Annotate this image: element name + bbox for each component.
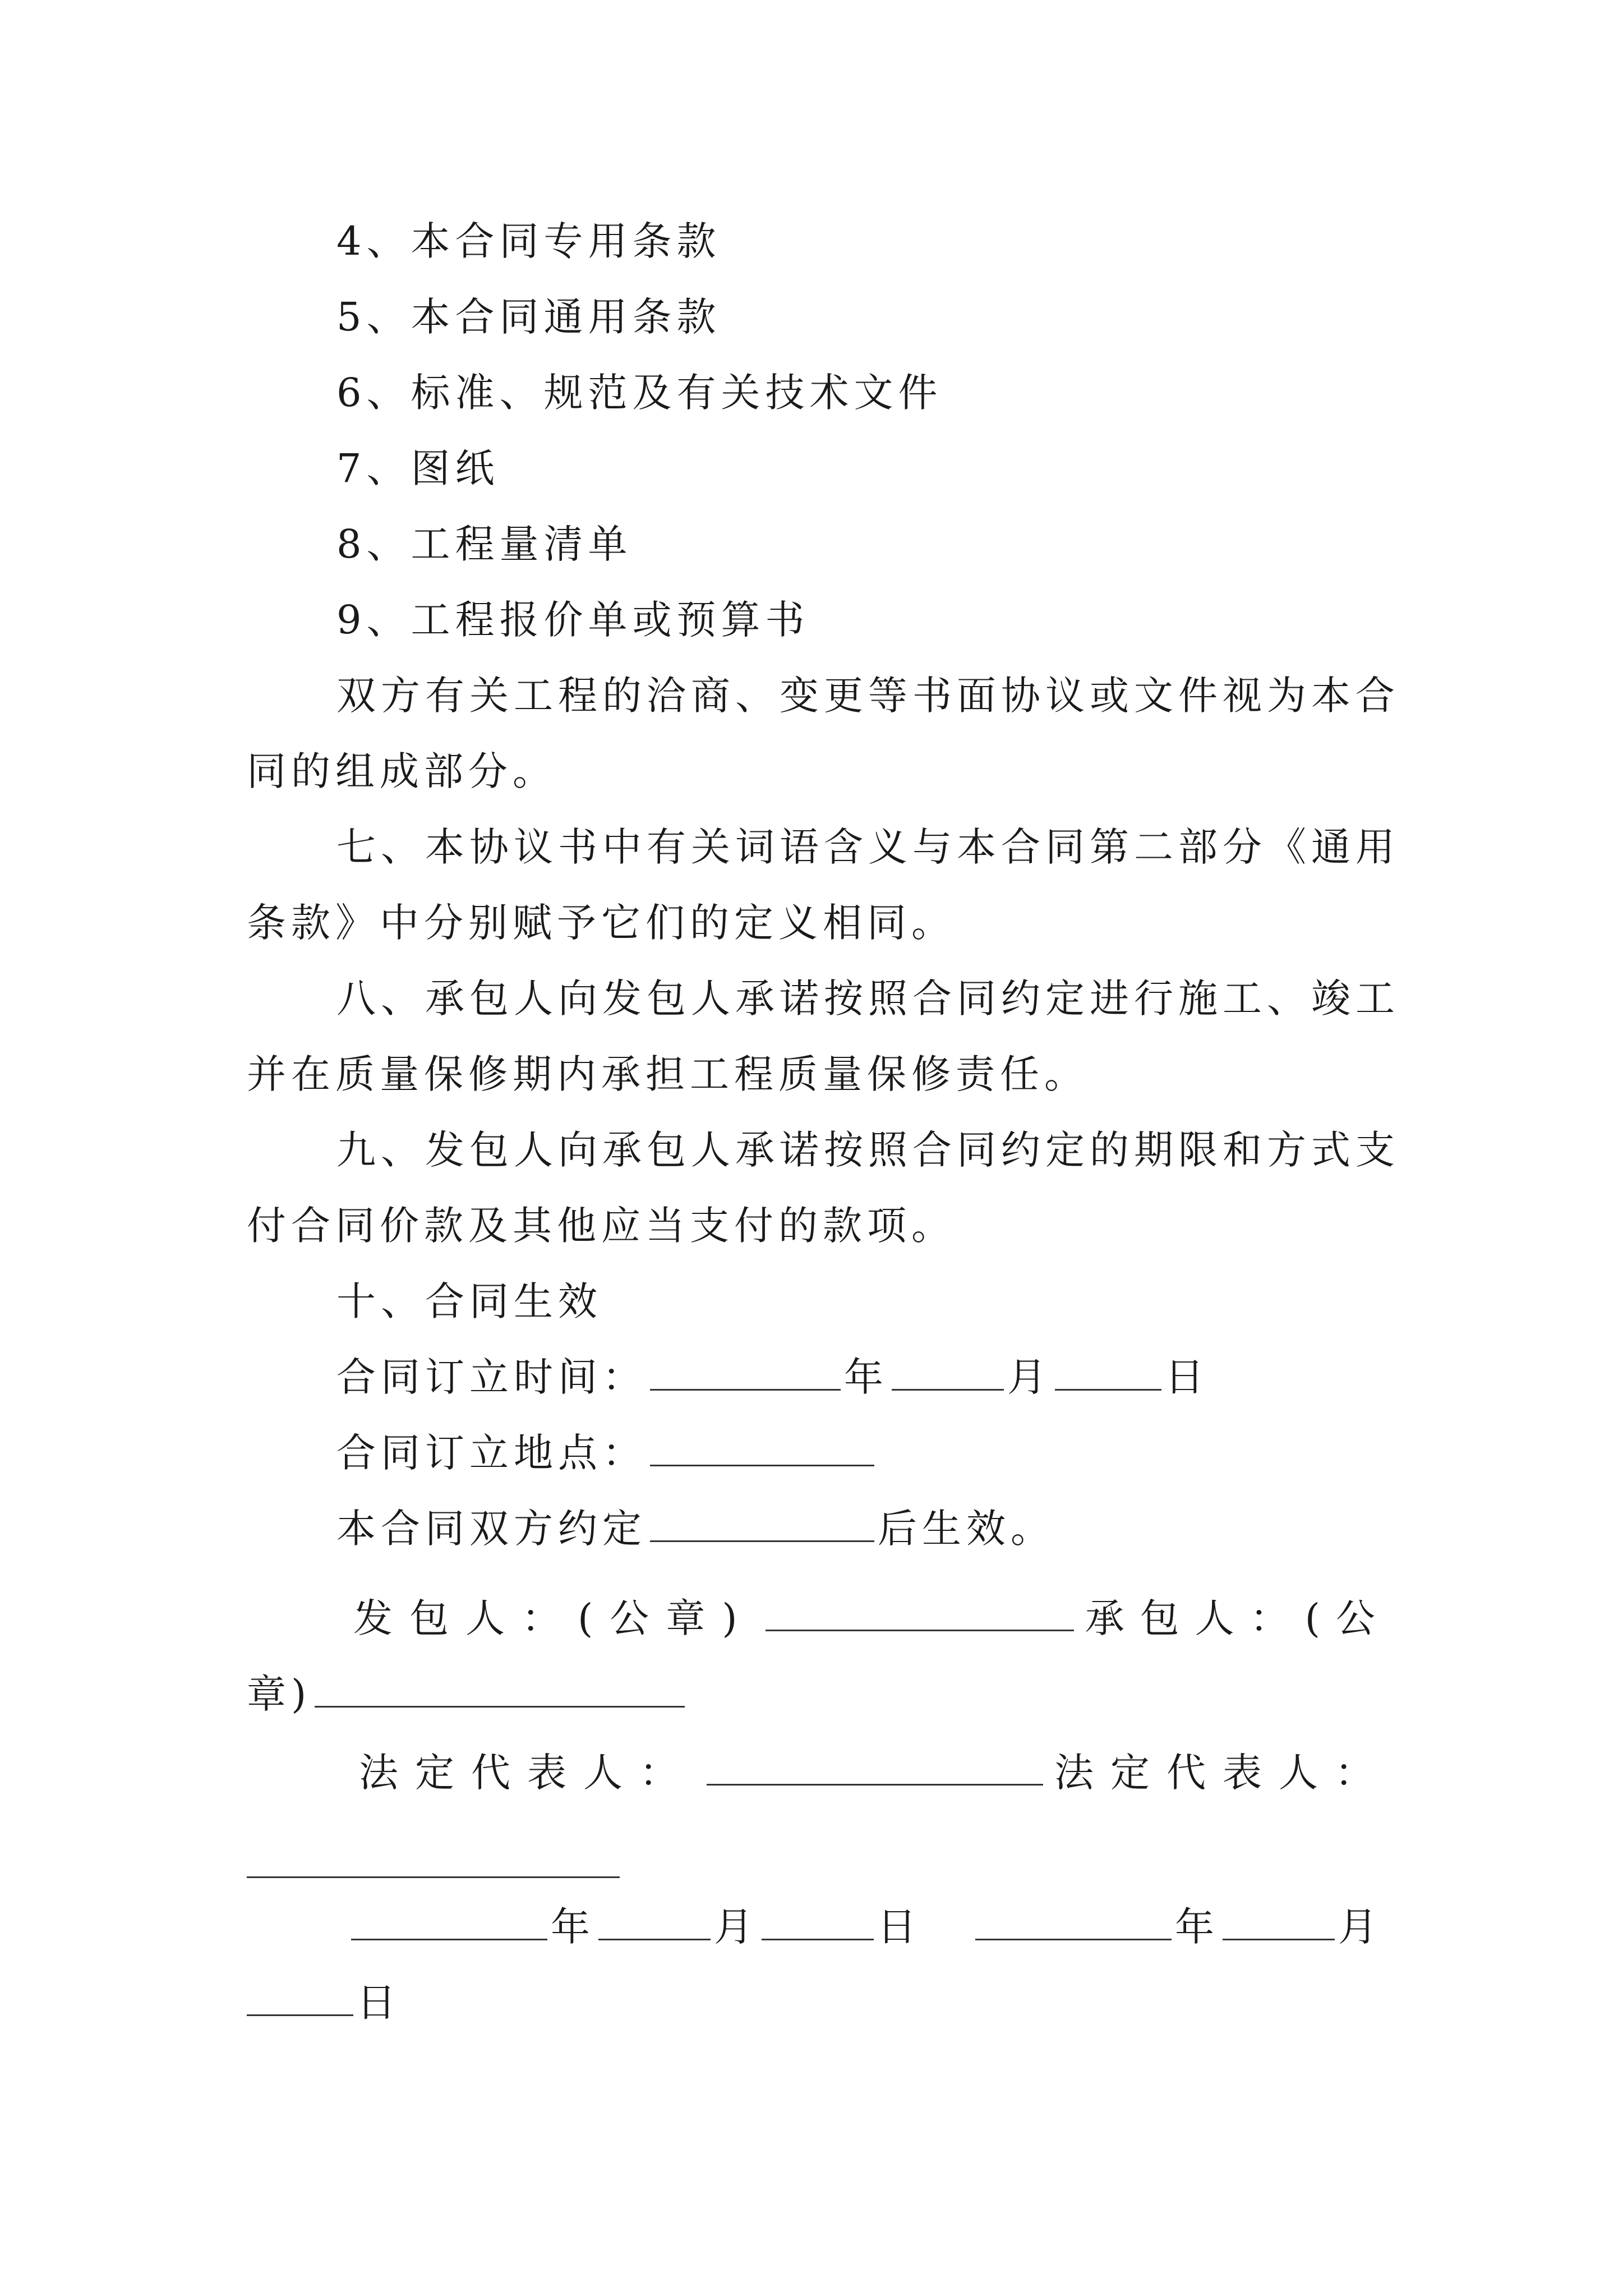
month-label: 月 [1338,1904,1382,1950]
legal-rep-label: 法定代表人： [359,1750,695,1796]
seal-line-cont [247,1666,1391,1722]
sign-place-label: 合同订立地点： [336,1430,647,1476]
list-item: 7、图纸 [336,445,500,491]
date-line-cont [247,1975,1391,2031]
seal-line [353,1590,1391,1646]
paragraph-line: 同的组成部分。 [247,748,557,794]
legal-rep-line [359,1745,1391,1801]
list-item: 5、本合同通用条款 [336,294,721,340]
employer-seal-blank[interactable] [766,1590,1074,1631]
month-label: 月 [1007,1354,1052,1400]
sign-place-line [336,1425,1391,1481]
place-blank[interactable] [650,1425,874,1466]
clause-9-line: 付合同价款及其他应当支付的款项。 [247,1203,956,1249]
list-item: 6、标准、规范及有关技术文件 [336,370,943,416]
month-blank[interactable] [892,1350,1004,1391]
clause-7-line: 七、本协议书中有关词语含义与本合同第二部分《通用 [336,824,1400,870]
employer-year-blank[interactable] [351,1899,547,1940]
employer-label: 发包人：(公章) [353,1595,754,1641]
year-label: 年 [1175,1904,1219,1950]
clause-7-line: 条款》中分别赋予它们的定义相同。 [247,900,956,946]
employer-rep-blank[interactable] [707,1745,1043,1786]
list-item: 8、工程量清单 [336,521,633,567]
sign-time-line [336,1349,1391,1405]
month-label: 月 [714,1904,758,1950]
contractor-year-blank[interactable] [975,1899,1172,1940]
contractor-month-blank[interactable] [1223,1899,1335,1940]
clause-8-line: 并在质量保修期内承担工程质量保修责任。 [247,1051,1089,1097]
employer-month-blank[interactable] [598,1899,711,1940]
year-label: 年 [844,1354,888,1400]
list-item: 9、工程报价单或预算书 [336,597,810,643]
clause-8-line: 八、承包人向发包人承诺按照合同约定进行施工、竣工 [336,976,1400,1022]
clause-10-heading: 十、合同生效 [336,1278,602,1324]
effect-prefix: 本合同双方约定 [336,1506,647,1552]
year-label: 年 [551,1904,595,1950]
sign-time-label: 合同订立时间： [336,1354,647,1400]
contractor-label: 承包人：(公 [1085,1595,1391,1641]
day-label: 日 [357,1980,401,2026]
day-label: 日 [877,1904,921,1950]
clause-9-line: 九、发包人向承包人承诺按照合同约定的期限和方式支 [336,1127,1400,1173]
paragraph-line: 双方有关工程的洽商、变更等书面协议或文件视为本合 [336,673,1400,719]
contractor-label-cont: 章) [247,1671,312,1717]
list-item: 4、本合同专用条款 [336,218,721,264]
effect-line [336,1501,1391,1557]
contractor-rep-blank[interactable] [247,1876,620,1878]
day-label: 日 [1165,1354,1209,1400]
contractor-seal-blank[interactable] [315,1667,685,1708]
contractor-day-blank[interactable] [247,1975,353,2016]
effect-blank[interactable] [650,1501,874,1542]
legal-rep-label-2: 法定代表人： [1054,1750,1391,1796]
year-blank[interactable] [650,1350,841,1391]
date-line [348,1899,1391,1955]
employer-day-blank[interactable] [762,1899,874,1940]
day-blank[interactable] [1055,1350,1161,1391]
effect-suffix: 后生效。 [878,1506,1055,1552]
